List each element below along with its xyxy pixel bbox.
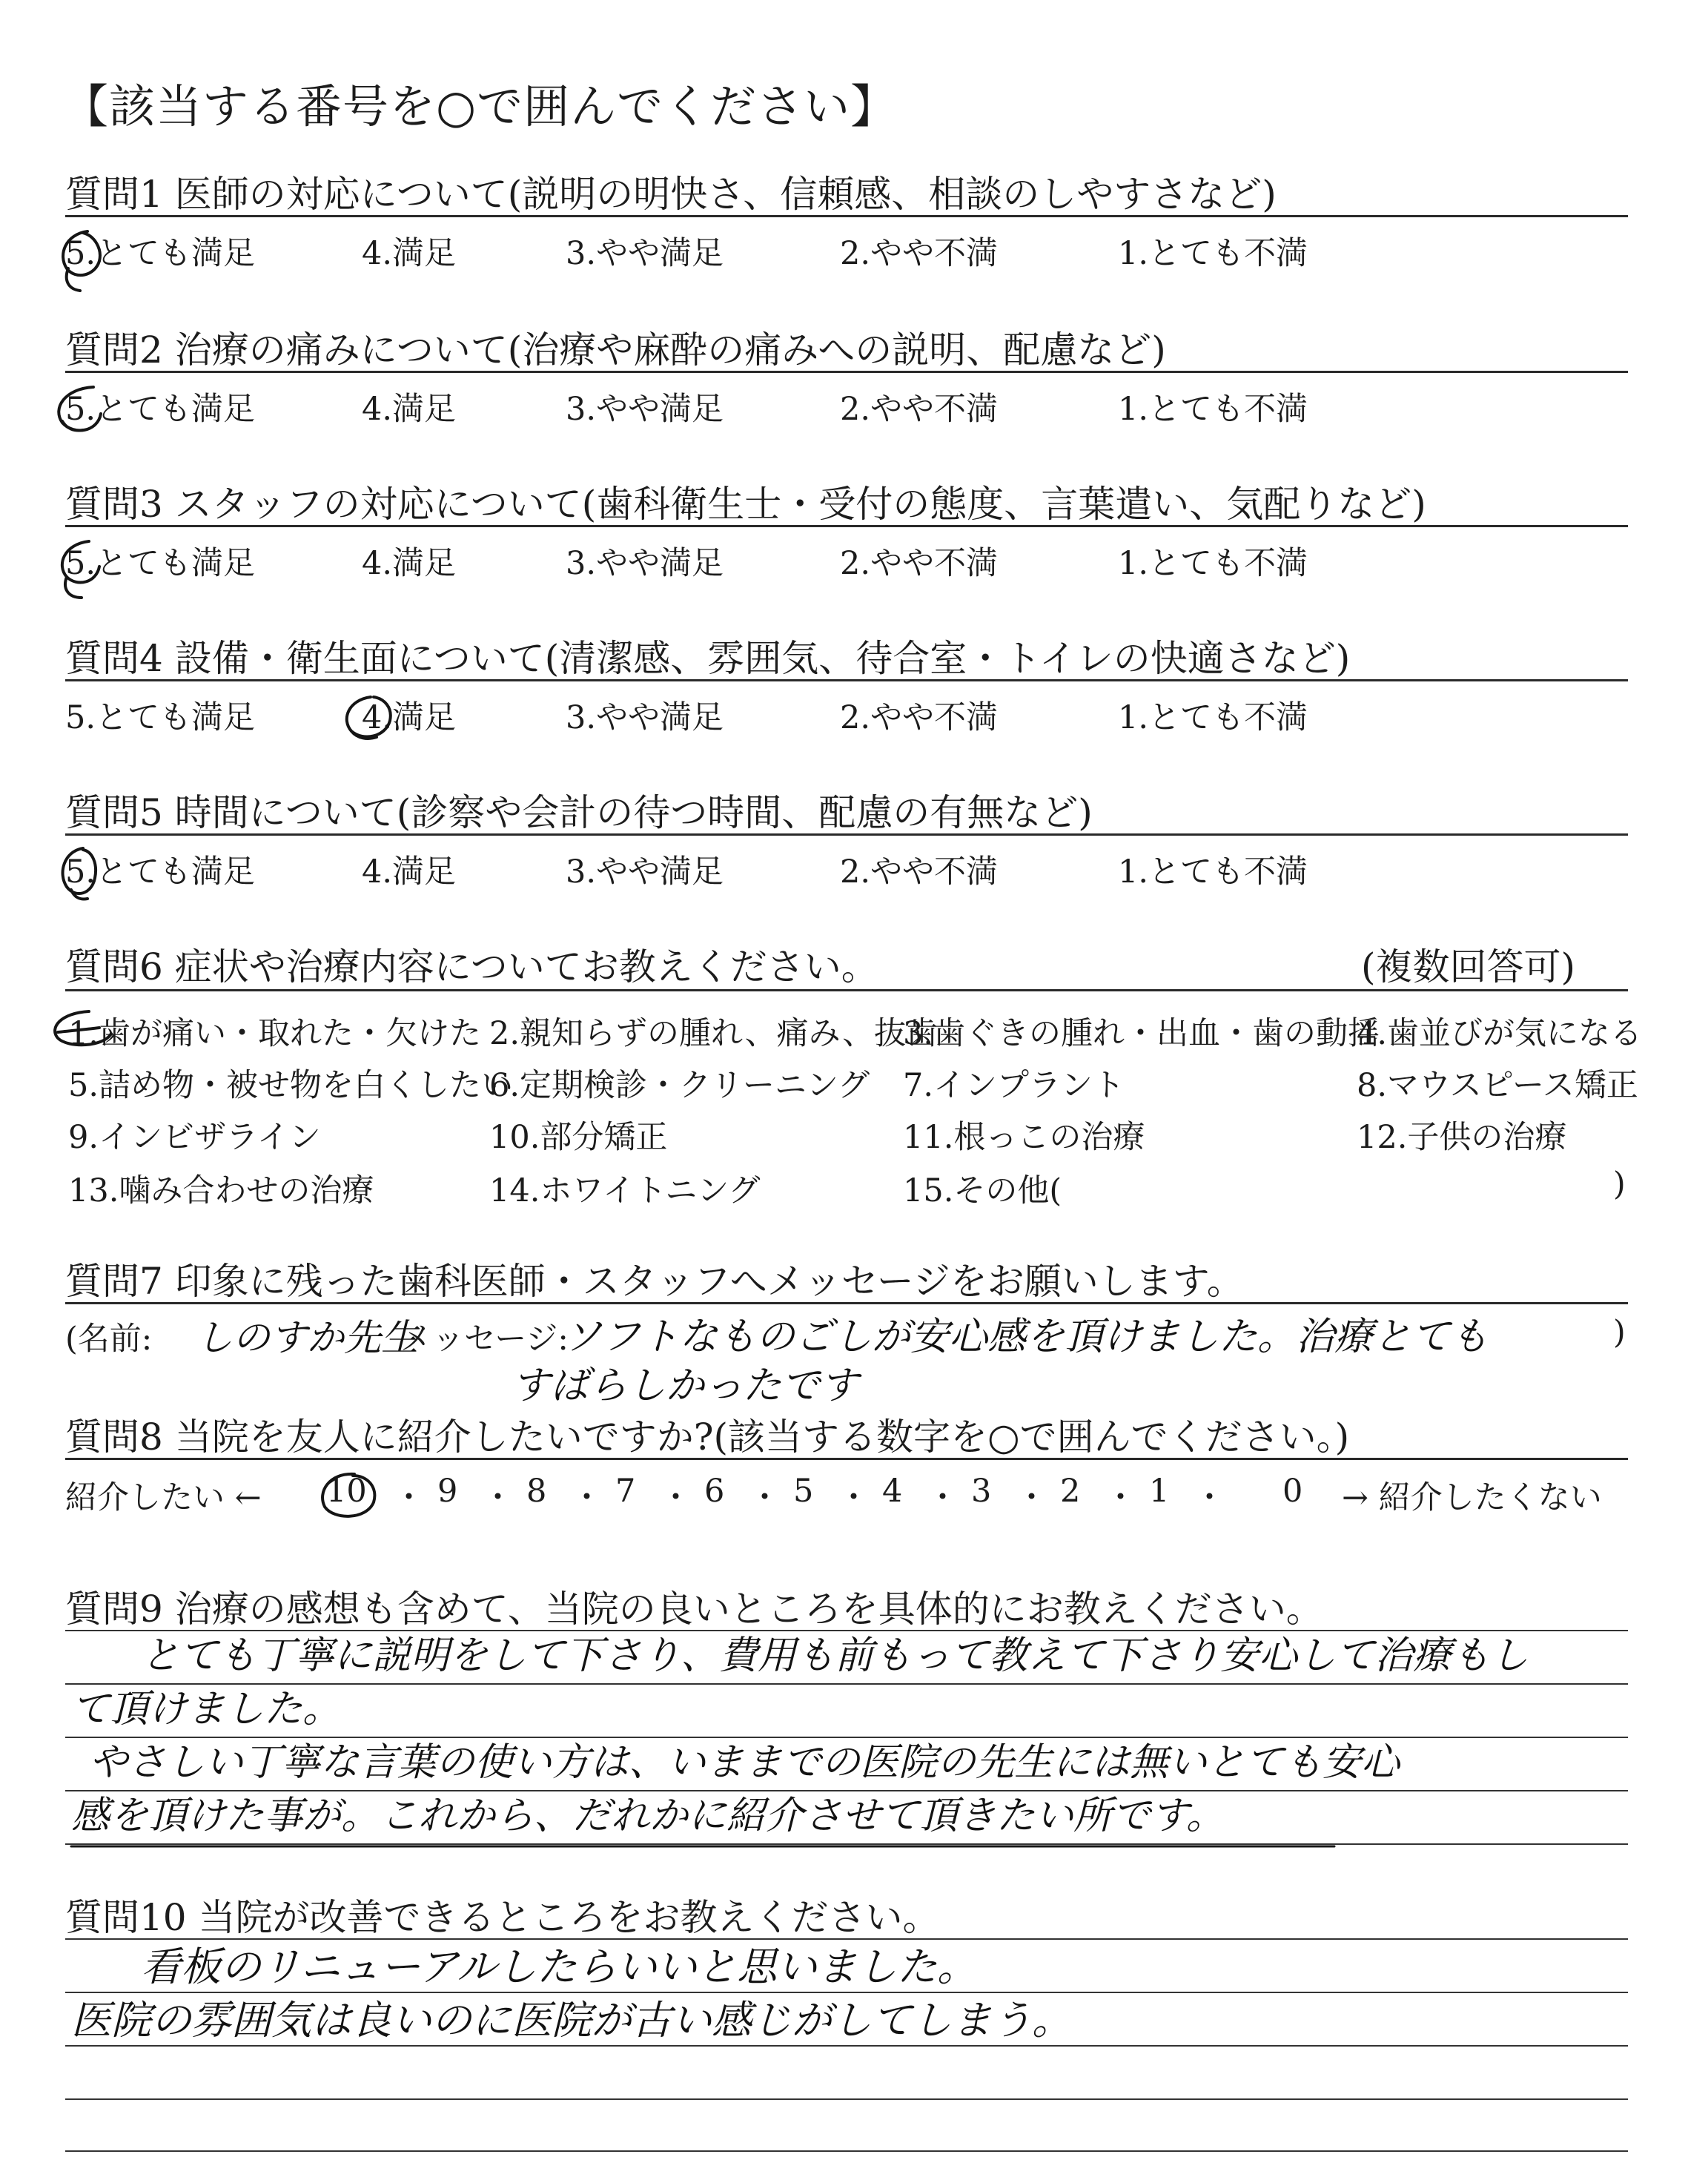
q10-writing-line (65, 2098, 1628, 2100)
q8-dot: ・ (749, 1479, 781, 1516)
q2-option-1[interactable]: 1.とても不満 (1118, 391, 1308, 428)
q8-scale-4[interactable]: 4 (882, 1473, 903, 1510)
q8-dot: ・ (393, 1479, 425, 1516)
question-7-label: 質問7 印象に残った歯科医師・スタッフへメッセージをお願いします。 (65, 1260, 1244, 1303)
q10-writing-line (65, 2150, 1628, 2152)
question-8-label: 質問8 当院を友人に紹介したいですか?(該当する数字を○で囲んでください。) (65, 1416, 1350, 1459)
q5-option-3[interactable]: 3.やや満足 (566, 853, 724, 891)
q8-right-label: → 紹介したくない (1342, 1479, 1602, 1516)
q9-answer-line-1[interactable]: とても丁寧に説明をして下さり、費用も前もって教えて下さり安心して治療もし (141, 1634, 1529, 1678)
q2-option-2[interactable]: 2.やや不満 (840, 391, 999, 428)
question-8-rule (65, 1458, 1628, 1460)
q4-option-4[interactable]: 4.満足 (362, 699, 457, 736)
q3-option-2[interactable]: 2.やや不満 (840, 545, 999, 582)
question-6-label: 質問6 症状や治療内容についてお教えください。 (65, 945, 878, 988)
q8-scale-5[interactable]: 5 (793, 1473, 814, 1510)
q8-scale-7[interactable]: 7 (615, 1473, 636, 1510)
q6-item-14[interactable]: 14.ホワイトニング (489, 1172, 761, 1209)
q8-scale-1[interactable]: 1 (1149, 1473, 1170, 1510)
q1-option-5[interactable]: 5.とても満足 (65, 235, 256, 272)
q5-option-5[interactable]: 5.とても満足 (65, 853, 256, 891)
question-4-label: 質問4 設備・衛生面について(清潔感、雰囲気、待合室・トイレの快適さなど) (65, 637, 1351, 680)
q2-option-5[interactable]: 5.とても満足 (65, 391, 256, 428)
q8-scale-6[interactable]: 6 (704, 1473, 725, 1510)
q6-item-8[interactable]: 8.マウスピース矯正 (1357, 1067, 1638, 1104)
q6-item-4[interactable]: 4.歯並びが気になる (1357, 1015, 1643, 1052)
q10-answer-line-1[interactable]: 看板のリニューアルしたらいいと思いました。 (141, 1943, 978, 1990)
q6-item-15[interactable]: 15.その他( (903, 1172, 1062, 1209)
question-1-label: 質問1 医師の対応について(説明の明快さ、信頼感、相談のしやすさなど) (65, 173, 1277, 216)
question-2-rule (65, 371, 1628, 373)
q5-option-2[interactable]: 2.やや不満 (840, 853, 999, 891)
q7-message-label: メッセージ: (400, 1321, 569, 1358)
q7-message-line-1[interactable]: ソフトなものごしが安心感を頂けました。治療とても (563, 1315, 1489, 1359)
q4-option-5[interactable]: 5.とても満足 (65, 699, 256, 736)
question-1-rule (65, 215, 1628, 217)
q9-writing-line (65, 1843, 1628, 1845)
q7-name-label: (名前: (65, 1321, 153, 1358)
q8-left-label: 紹介したい ← (65, 1479, 262, 1516)
q8-dot: ・ (482, 1479, 514, 1516)
q8-dot: ・ (571, 1479, 603, 1516)
q4-option-3[interactable]: 3.やや満足 (566, 699, 724, 736)
q8-dot: ・ (1016, 1479, 1047, 1516)
q3-option-4[interactable]: 4.満足 (362, 545, 457, 582)
q8-dot: ・ (1194, 1479, 1225, 1516)
q7-close-paren: ) (1613, 1314, 1626, 1351)
q3-option-5[interactable]: 5.とても満足 (65, 545, 256, 582)
q5-option-4[interactable]: 4.満足 (362, 853, 457, 891)
q6-item-11[interactable]: 11.根っこの治療 (903, 1119, 1145, 1156)
question-3-rule (65, 525, 1628, 527)
q8-scale-10[interactable]: 10 (326, 1473, 367, 1510)
q7-name-value[interactable]: しのすか先生 (196, 1316, 418, 1359)
q6-item-10[interactable]: 10.部分矯正 (489, 1119, 668, 1156)
question-5-label: 質問5 時間について(診察や会計の待つ時間、配慮の有無など) (65, 791, 1093, 834)
q2-option-4[interactable]: 4.満足 (362, 391, 457, 428)
q8-scale-0[interactable]: 0 (1282, 1473, 1303, 1510)
q1-option-3[interactable]: 3.やや満足 (566, 235, 724, 272)
q6-close-paren: ) (1613, 1166, 1626, 1203)
q9-answer-line-2[interactable]: て頂けました。 (71, 1687, 342, 1731)
q1-option-2[interactable]: 2.やや不満 (840, 235, 999, 272)
question-9-label: 質問9 治療の感想も含めて、当院の良いところを具体的にお教えください。 (65, 1588, 1323, 1631)
q5-option-1[interactable]: 1.とても不満 (1118, 853, 1308, 891)
q10-answer-line-2[interactable]: 医院の雰囲気は良いのに医院が古い感じがしてしまう。 (71, 1997, 1072, 2044)
q6-item-12[interactable]: 12.子供の治療 (1357, 1119, 1567, 1156)
question-5-rule (65, 833, 1628, 836)
q3-option-3[interactable]: 3.やや満足 (566, 545, 724, 582)
q8-dot: ・ (660, 1479, 692, 1516)
q6-item-7[interactable]: 7.インプラント (903, 1067, 1125, 1104)
q2-option-3[interactable]: 3.やや満足 (566, 391, 724, 428)
q6-item-5[interactable]: 5.詰め物・被せ物を白くしたい (68, 1067, 514, 1104)
q8-dot: ・ (838, 1479, 870, 1516)
page-title: 【該当する番号を○で囲んでください】 (62, 79, 898, 133)
q4-option-2[interactable]: 2.やや不満 (840, 699, 999, 736)
q1-option-1[interactable]: 1.とても不満 (1118, 235, 1308, 272)
question-3-label: 質問3 スタッフの対応について(歯科衛生士・受付の態度、言葉遣い、気配りなど) (65, 483, 1426, 526)
q6-item-2[interactable]: 2.親知らずの腫れ、痛み、抜歯 (489, 1015, 939, 1052)
question-6-rule (65, 989, 1628, 991)
q8-scale-9[interactable]: 9 (437, 1473, 458, 1510)
q1-option-4[interactable]: 4.満足 (362, 235, 457, 272)
q8-scale-2[interactable]: 2 (1060, 1473, 1081, 1510)
q8-scale-3[interactable]: 3 (971, 1473, 992, 1510)
q6-item-9[interactable]: 9.インビザライン (68, 1119, 321, 1156)
q6-item-13[interactable]: 13.噛み合わせの治療 (68, 1172, 374, 1209)
q4-option-1[interactable]: 1.とても不満 (1118, 699, 1308, 736)
question-6-note: (複数回答可) (1361, 945, 1576, 988)
q8-dot: ・ (1105, 1479, 1136, 1516)
question-10-label: 質問10 当院が改善できるところをお教えください。 (65, 1896, 940, 1939)
q7-message-line-2[interactable]: すばらしかったです (512, 1364, 859, 1408)
q9-answer-line-3[interactable]: やさしい丁寧な言葉の使い方は、いままでの医院の先生には無いとても安心 (89, 1740, 1400, 1785)
q8-dot: ・ (927, 1479, 959, 1516)
question-4-rule (65, 679, 1628, 681)
q6-item-6[interactable]: 6.定期検診・クリーニング (489, 1067, 870, 1104)
q8-scale-8[interactable]: 8 (526, 1473, 547, 1510)
question-2-label: 質問2 治療の痛みについて(治療や麻酔の痛みへの説明、配慮など) (65, 328, 1166, 371)
q6-item-1[interactable]: 1.歯が痛い・取れた・欠けた (68, 1015, 482, 1052)
question-7-rule (65, 1302, 1628, 1304)
q9-answer-line-4[interactable]: 感を頂けた事が。これから、だれかに紹介させて頂きたい所です。 (71, 1794, 1225, 1838)
q3-option-1[interactable]: 1.とても不満 (1118, 545, 1308, 582)
q6-item-3[interactable]: 3.歯ぐきの腫れ・出血・歯の動揺 (903, 1015, 1380, 1052)
